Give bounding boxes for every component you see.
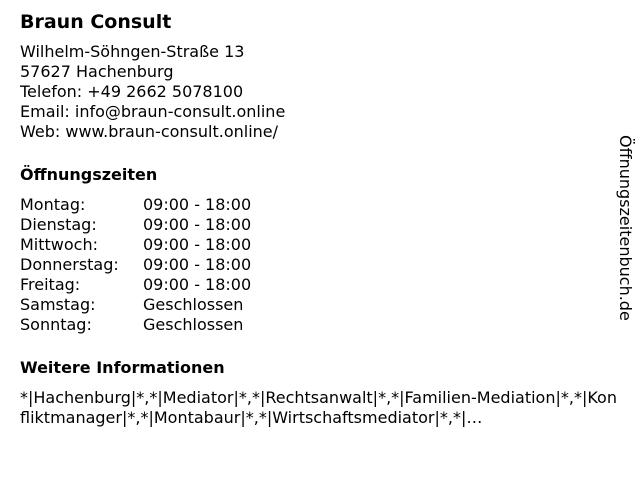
hours-row [20,295,620,315]
hours-day: Montag: [20,195,86,214]
hours-row [20,275,620,295]
hours-time: 09:00 - 18:00 [143,215,252,234]
city-line: 57627 Hachenburg [20,62,174,81]
site-watermark-label: Öffnungszeitenbuch.de [616,135,635,321]
hours-row [20,235,620,255]
hours-time: 09:00 - 18:00 [143,255,252,274]
street-address: Wilhelm-Söhngen-Straße 13 [20,42,245,61]
hours-time: 09:00 - 18:00 [143,195,252,214]
hours-time: Geschlossen [143,295,244,314]
business-card [20,10,620,428]
hours-day: Mittwoch: [20,235,98,254]
more-info-heading: Weitere Informationen [20,358,225,377]
more-info-text: *|Hachenburg|*,*|Mediator|*,*|Rechtsanwalt|*,*|Familien-Mediation|*,*|Konfliktmanager|*,*|Montabaur|*,*|Wirtschaftsmediator|*,*|… [20,388,617,427]
hours-time: Geschlossen [143,315,244,334]
web-line: Web: www.braun-consult.online/ [20,122,279,141]
hours-row [20,195,620,215]
hours-day: Donnerstag: [20,255,119,274]
email-line: Email: info@braun-consult.online [20,102,286,121]
opening-hours-table [20,195,620,335]
hours-time: 09:00 - 18:00 [143,235,252,254]
hours-row [20,215,620,235]
hours-day: Samstag: [20,295,96,314]
phone-line: Telefon: +49 2662 5078100 [20,82,244,101]
hours-row [20,315,620,335]
hours-time: 09:00 - 18:00 [143,275,252,294]
hours-day: Sonntag: [20,315,92,334]
opening-hours-heading: Öffnungszeiten [20,165,158,184]
business-name: Braun Consult [20,11,172,33]
hours-row [20,255,620,275]
hours-day: Dienstag: [20,215,97,234]
hours-day: Freitag: [20,275,81,294]
